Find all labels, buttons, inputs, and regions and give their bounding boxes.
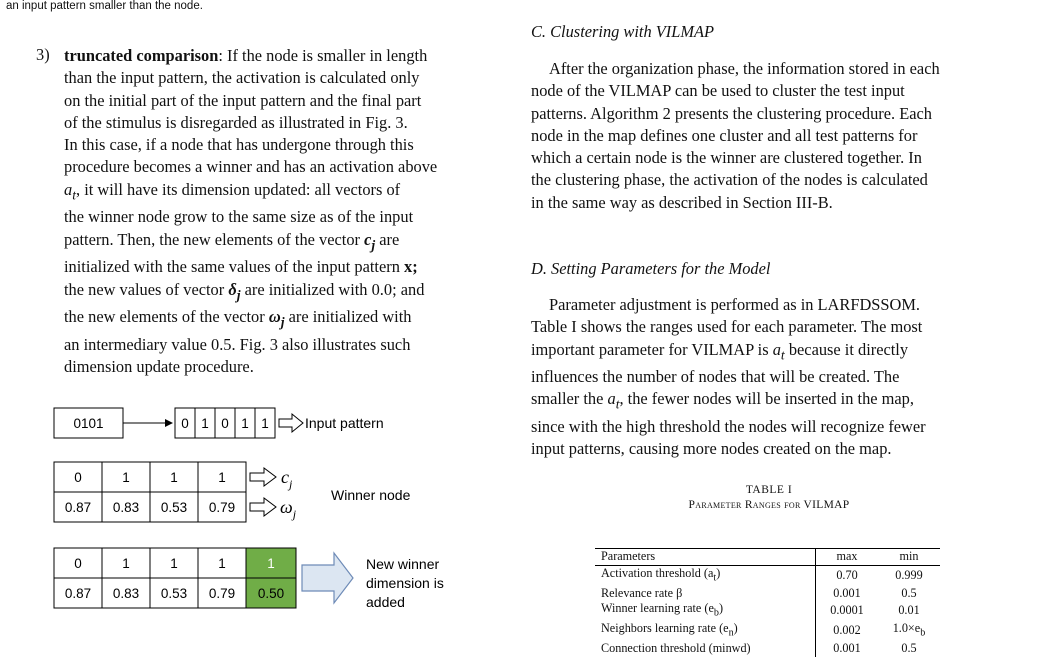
symbol-omega-j: $\omega_j$: [268, 307, 285, 330]
section-d-heading: D. Setting Parameters for the Model: [531, 259, 771, 278]
input-bit: 0: [181, 416, 189, 431]
input-pattern-value: 0101: [73, 416, 104, 431]
new-winner-label-line: New winner: [366, 556, 440, 572]
truncated-comparison-paragraph: truncated comparison: If the node is smaller in length than the input pattern, the activation is calculated only on the initial part of the input pattern and the final part of the stimulus is disregarded as illustrated in Fig. 3. In this case, if a node that has undergone through this procedure becomes a winner and has an activation above $a_t$, it will have its dimension updated: all vectors of the winner node grow to the same size as of the input pattern. Then, the new elements of the vector $c_j$ are initialized with the same values of the input pattern x; the new values of vector $\delta_j$ are initialized with 0.0; and the new elements of the vector $\omega_j$ are initialized with an intermediary value 0.5. Fig. 3 also illustrates such dimension update procedure.: [64, 46, 438, 376]
input-label-arrow: [279, 414, 303, 432]
winner-node-label: Winner node: [331, 487, 411, 503]
new-dimension-arrow: [302, 553, 353, 603]
list-item-number: 3): [36, 45, 50, 64]
new-winner-cell: 1: [267, 556, 275, 571]
symbol-delta-j: $\delta_j$: [228, 279, 241, 302]
symbol-c-j: $c_j$: [364, 229, 376, 252]
term-truncated-comparison: truncated comparison: [64, 46, 219, 65]
input-bit: 1: [201, 416, 209, 431]
new-winner-label-line: added: [366, 594, 405, 610]
input-pattern-label: Input pattern: [305, 415, 384, 431]
new-winner-cell: 0.83: [112, 586, 140, 601]
table-row: Winner learning rate $(e_b)$ 0.0001 0.01: [595, 601, 940, 621]
new-winner-cell: 0: [74, 556, 82, 571]
winner-node-table: [54, 462, 246, 522]
table-header-row: [595, 549, 940, 566]
new-winner-cell: 0.79: [208, 586, 236, 601]
winner-cell: 0.79: [208, 500, 236, 515]
table-row: Activation threshold $(a_t)$ 0.70 0.999: [595, 565, 940, 586]
figure-caption-fragment: an input pattern smaller than the node.: [6, 0, 203, 12]
figure-3-diagram: [0, 0, 520, 648]
table-header-cell: min: [878, 549, 940, 566]
parameter-table: [595, 548, 940, 657]
table-row: Relevance rate β 0.001 0.5: [601, 585, 917, 600]
input-bit: 0: [221, 416, 229, 431]
label-omega-j: $\omega_j$: [280, 497, 297, 521]
new-winner-cell: 0.50: [257, 586, 285, 601]
symbol-a-t: $a_t$: [607, 389, 620, 412]
new-winner-cell: 1: [122, 556, 130, 571]
input-bit: 1: [261, 416, 269, 431]
section-d-paragraph: Parameter adjustment is performed as in LARFDSSOM. Table I shows the ranges used for each parameter. The most important parameter for VILMAP is $a_t$ because it directly influences the number of nodes that will be created. The smaller the $a_t$, the fewer nodes will be inserted in the map, since with the high threshold the nodes will recognize fewer input patterns, causing more nodes created on the map.: [531, 295, 926, 459]
winner-cell: 0: [74, 470, 82, 485]
table-title: TABLE I: [745, 484, 793, 496]
table-header-cell: max: [816, 549, 879, 566]
new-winner-cell: 0.53: [160, 586, 188, 601]
symbol-a-t: $a_t$: [772, 339, 785, 362]
omega-j-arrow: [250, 498, 276, 516]
table-row: Connection threshold (minwd) 0.001 0.5: [601, 641, 917, 656]
input-bits: [175, 408, 275, 438]
table-subtitle: Parameter Ranges for VILMAP: [688, 499, 850, 511]
label-c-j: $c_j$: [281, 467, 293, 491]
section-c-paragraph: After the organization phase, the information stored in each node of the VILMAP can be used to cluster the test input patterns. Algorithm 2 presents the clustering procedure. Each node in the map defines one cluster and all test patterns for which a certain node is the winner are clustered together. In the clustering phase, the activation of the nodes is calculated in the same way as described in Section III-B.: [531, 59, 940, 212]
input-bit: 1: [241, 416, 249, 431]
new-winner-cell: 0.87: [64, 586, 92, 601]
c-j-arrow: [250, 468, 276, 486]
table-row: Neighbors learning rate $(e_n)$ 0.002 $1.0\times e_b$: [595, 621, 940, 641]
winner-cell: 0.87: [64, 500, 92, 515]
section-c-heading: C. Clustering with VILMAP: [531, 22, 715, 41]
winner-cell: 1: [170, 470, 178, 485]
winner-cell: 0.83: [112, 500, 140, 515]
winner-cell: 0.53: [160, 500, 188, 515]
winner-cell: 1: [218, 470, 226, 485]
new-winner-cell: 1: [218, 556, 226, 571]
new-winner-table: [54, 548, 296, 608]
symbol-x: x;: [404, 257, 418, 277]
symbol-a-t: $a_t$: [64, 179, 76, 203]
winner-cell: 1: [122, 470, 130, 485]
new-winner-label-line: dimension is: [366, 575, 444, 591]
new-winner-cell: 1: [170, 556, 178, 571]
table-header-cell: Parameters: [595, 549, 816, 566]
